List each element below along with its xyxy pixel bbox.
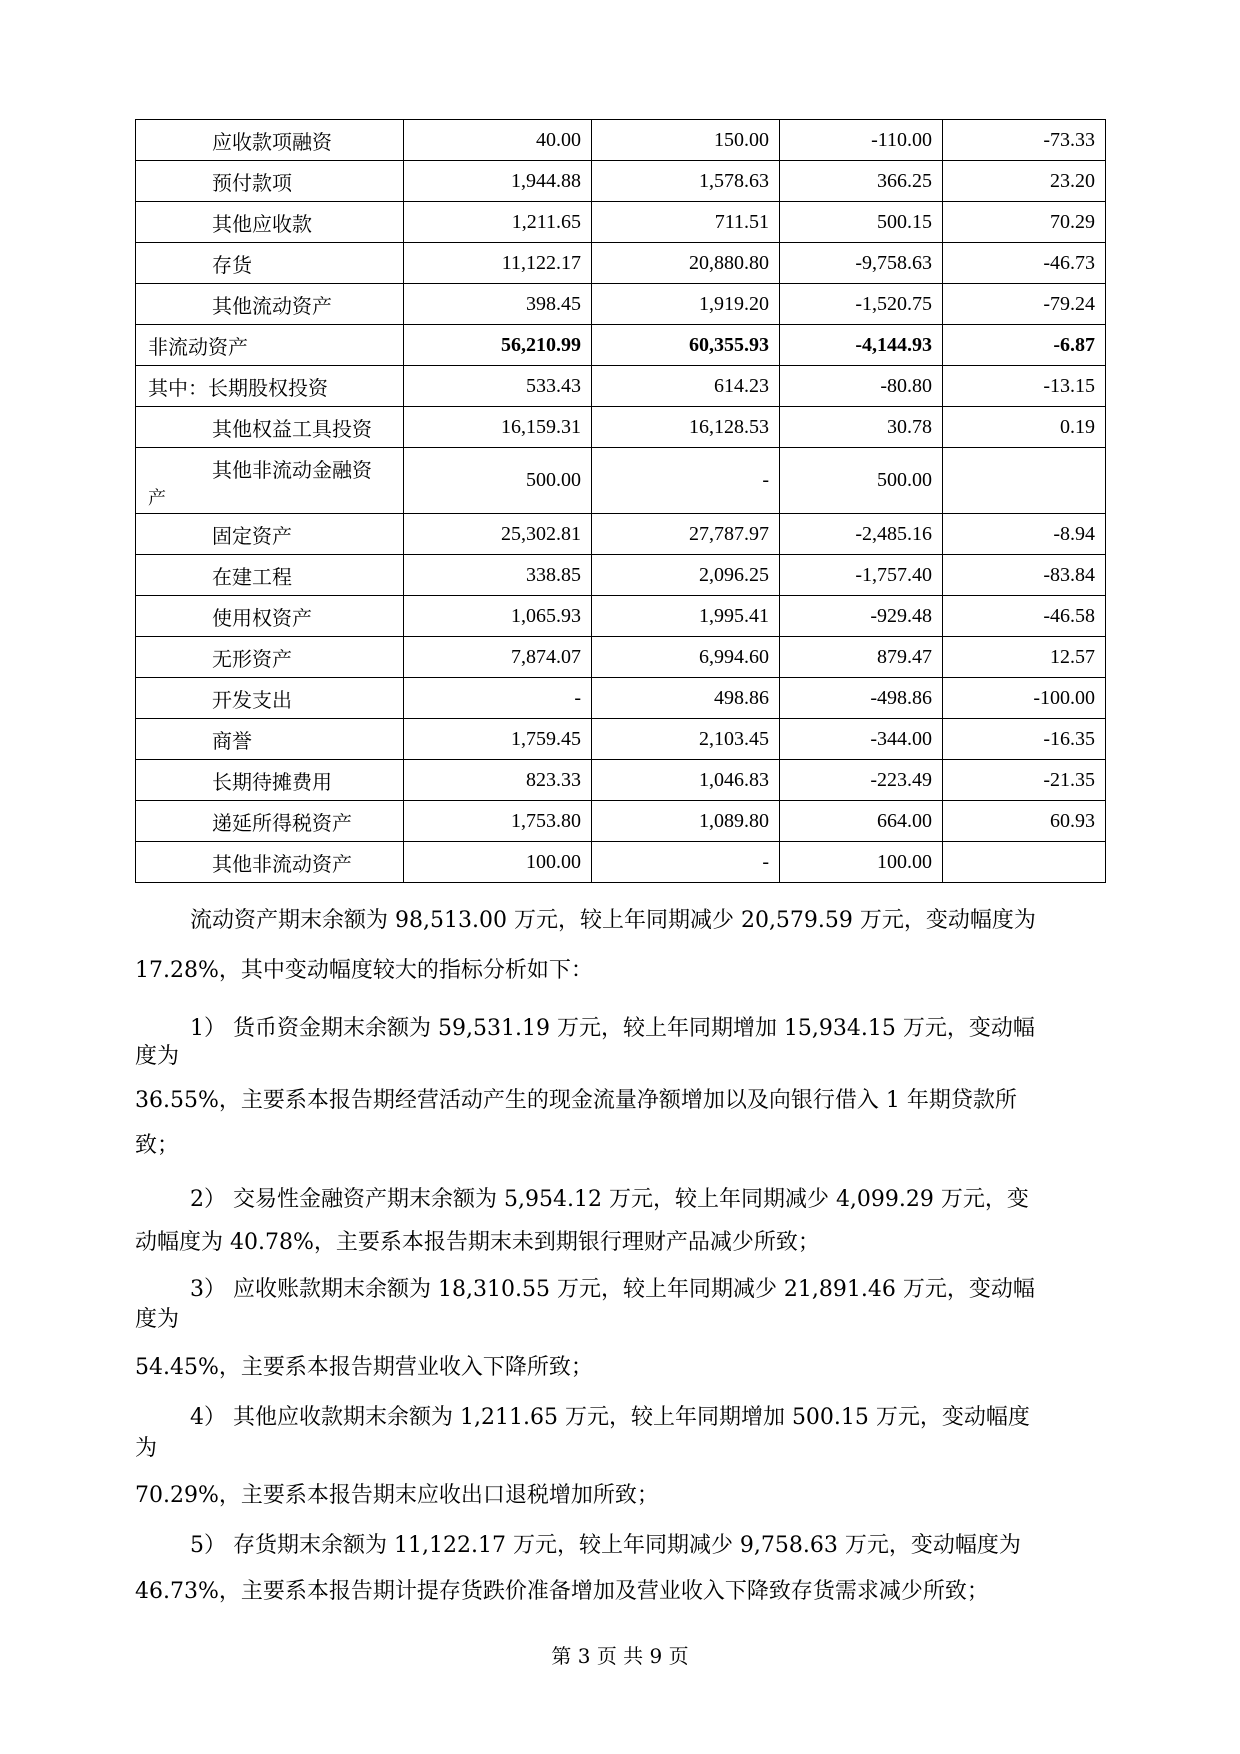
cell-prev: 1,919.20: [592, 284, 780, 325]
cell-pct: -79.24: [943, 284, 1106, 325]
cell-pct: -46.73: [943, 243, 1106, 284]
cell-prev: 614.23: [592, 366, 780, 407]
cell-pct: [943, 842, 1106, 883]
item4-line-2: 为: [135, 1436, 158, 1461]
cell-pct: [943, 448, 1106, 514]
row-label: 在建工程: [136, 555, 404, 596]
cell-cur: 7,874.07: [404, 637, 592, 678]
cell-chg: 879.47: [780, 637, 943, 678]
cell-cur: -: [404, 678, 592, 719]
row-label: 其他应收款: [136, 202, 404, 243]
table-row: [136, 842, 1106, 883]
cell-cur: 533.43: [404, 366, 592, 407]
cell-cur: 823.33: [404, 760, 592, 801]
cell-chg: 100.00: [780, 842, 943, 883]
cell-chg: 500.00: [780, 448, 943, 514]
row-label: 其他权益工具投资: [136, 407, 404, 448]
table-row: [136, 284, 1106, 325]
intro-line-1: 流动资产期末余额为 98,513.00 万元，较上年同期减少 20,579.59 万元，变动幅度为: [190, 908, 1036, 933]
balance-sheet-table: [135, 119, 1106, 883]
cell-cur: 40.00: [404, 120, 592, 161]
cell-chg: 366.25: [780, 161, 943, 202]
cell-cur: 1,211.65: [404, 202, 592, 243]
cell-chg: -498.86: [780, 678, 943, 719]
table-row: [136, 760, 1106, 801]
cell-cur: 1,753.80: [404, 801, 592, 842]
table-row: [136, 637, 1106, 678]
cell-chg: -1,520.75: [780, 284, 943, 325]
page-number: 第 3 页 共 9 页: [551, 1644, 689, 1668]
cell-chg: -9,758.63: [780, 243, 943, 284]
cell-prev: -: [592, 842, 780, 883]
cell-prev: 1,578.63: [592, 161, 780, 202]
cell-pct: -73.33: [943, 120, 1106, 161]
cell-prev: 711.51: [592, 202, 780, 243]
table-row: [136, 801, 1106, 842]
item3-line-2: 度为: [135, 1307, 180, 1332]
cell-cur: 11,122.17: [404, 243, 592, 284]
table-row: [136, 366, 1106, 407]
table-row: [136, 514, 1106, 555]
item3-line-1: 3） 应收账款期末余额为 18,310.55 万元，较上年同期减少 21,891.46 万元，变动幅: [190, 1277, 1035, 1302]
table-row: [136, 596, 1106, 637]
table-row: [136, 719, 1106, 760]
row-label-line-2: 产: [148, 488, 166, 509]
item1-line-3: 36.55%，主要系本报告期经营活动产生的现金流量净额增加以及向银行借入 1 年期贷款所: [135, 1088, 1017, 1113]
row-label: 固定资产: [136, 514, 404, 555]
table-row: [136, 678, 1106, 719]
cell-cur: 1,944.88: [404, 161, 592, 202]
cell-prev: 1,046.83: [592, 760, 780, 801]
cell-prev: 16,128.53: [592, 407, 780, 448]
table-row: [136, 120, 1106, 161]
cell-prev: 27,787.97: [592, 514, 780, 555]
cell-cur: 500.00: [404, 448, 592, 514]
row-label: 存货: [136, 243, 404, 284]
row-label: 开发支出: [136, 678, 404, 719]
cell-chg: -110.00: [780, 120, 943, 161]
cell-pct: -83.84: [943, 555, 1106, 596]
cell-prev: 2,103.45: [592, 719, 780, 760]
cell-pct: -100.00: [943, 678, 1106, 719]
cell-cur: 100.00: [404, 842, 592, 883]
row-label: 商誉: [136, 719, 404, 760]
item2-line-1: 2） 交易性金融资产期末余额为 5,954.12 万元，较上年同期减少 4,099.29 万元，变: [190, 1187, 1029, 1212]
cell-chg: -2,485.16: [780, 514, 943, 555]
cell-chg: 664.00: [780, 801, 943, 842]
cell-prev: 2,096.25: [592, 555, 780, 596]
cell-cur: 56,210.99: [404, 325, 592, 366]
cell-chg: -80.80: [780, 366, 943, 407]
row-label-line-1: 其他非流动金融资: [212, 458, 372, 482]
row-label: 递延所得税资产: [136, 801, 404, 842]
item4-line-1: 4） 其他应收款期末余额为 1,211.65 万元，较上年同期增加 500.15 万元，变动幅度: [190, 1405, 1030, 1430]
row-label: 其他流动资产: [136, 284, 404, 325]
item2-line-2: 动幅度为 40.78%，主要系本报告期末未到期银行理财产品减少所致；: [135, 1230, 820, 1255]
cell-prev: -: [592, 448, 780, 514]
cell-prev: 498.86: [592, 678, 780, 719]
cell-prev: 1,089.80: [592, 801, 780, 842]
cell-chg: -1,757.40: [780, 555, 943, 596]
item5-line-1: 5） 存货期末余额为 11,122.17 万元，较上年同期减少 9,758.63 万元，变动幅度为: [190, 1533, 1021, 1558]
item3-line-3: 54.45%，主要系本报告期营业收入下降所致；: [135, 1355, 593, 1380]
cell-chg: 500.15: [780, 202, 943, 243]
table-row: [136, 407, 1106, 448]
cell-cur: 25,302.81: [404, 514, 592, 555]
cell-pct: 60.93: [943, 801, 1106, 842]
cell-chg: -223.49: [780, 760, 943, 801]
table-row: [136, 243, 1106, 284]
item4-line-3: 70.29%，主要系本报告期末应收出口退税增加所致；: [135, 1483, 659, 1508]
item1-line-1: 1） 货币资金期末余额为 59,531.19 万元，较上年同期增加 15,934.15 万元，变动幅: [190, 1016, 1035, 1041]
cell-pct: -8.94: [943, 514, 1106, 555]
row-label: 长期待摊费用: [136, 760, 404, 801]
row-label: 预付款项: [136, 161, 404, 202]
cell-chg: 30.78: [780, 407, 943, 448]
row-label: 使用权资产: [136, 596, 404, 637]
cell-prev: 1,995.41: [592, 596, 780, 637]
row-label: 其他非流动资产: [136, 842, 404, 883]
cell-prev: 60,355.93: [592, 325, 780, 366]
cell-prev: 150.00: [592, 120, 780, 161]
item1-line-2: 度为: [135, 1044, 180, 1069]
cell-pct: 0.19: [943, 407, 1106, 448]
table-row: [136, 448, 1106, 514]
cell-pct: 12.57: [943, 637, 1106, 678]
cell-pct: -21.35: [943, 760, 1106, 801]
item1-line-4: 致；: [135, 1133, 180, 1158]
table-row: [136, 555, 1106, 596]
cell-pct: -16.35: [943, 719, 1106, 760]
cell-chg: -929.48: [780, 596, 943, 637]
cell-chg: -4,144.93: [780, 325, 943, 366]
row-label: 其中：长期股权投资: [136, 366, 404, 407]
table-row: [136, 202, 1106, 243]
intro-line-2: 17.28%，其中变动幅度较大的指标分析如下：: [135, 958, 593, 983]
cell-cur: 16,159.31: [404, 407, 592, 448]
cell-pct: -6.87: [943, 325, 1106, 366]
table-row: [136, 161, 1106, 202]
cell-cur: 398.45: [404, 284, 592, 325]
cell-cur: 1,759.45: [404, 719, 592, 760]
row-label: 非流动资产: [136, 325, 404, 366]
cell-chg: -344.00: [780, 719, 943, 760]
cell-prev: 20,880.80: [592, 243, 780, 284]
row-label: 应收款项融资: [136, 120, 404, 161]
cell-pct: 70.29: [943, 202, 1106, 243]
cell-pct: -46.58: [943, 596, 1106, 637]
cell-cur: 1,065.93: [404, 596, 592, 637]
cell-cur: 338.85: [404, 555, 592, 596]
item5-line-2: 46.73%，主要系本报告期计提存货跌价准备增加及营业收入下降致存货需求减少所致；: [135, 1579, 989, 1604]
cell-pct: 23.20: [943, 161, 1106, 202]
cell-pct: -13.15: [943, 366, 1106, 407]
cell-prev: 6,994.60: [592, 637, 780, 678]
table-row: [136, 325, 1106, 366]
row-label: [136, 448, 404, 514]
row-label: 无形资产: [136, 637, 404, 678]
